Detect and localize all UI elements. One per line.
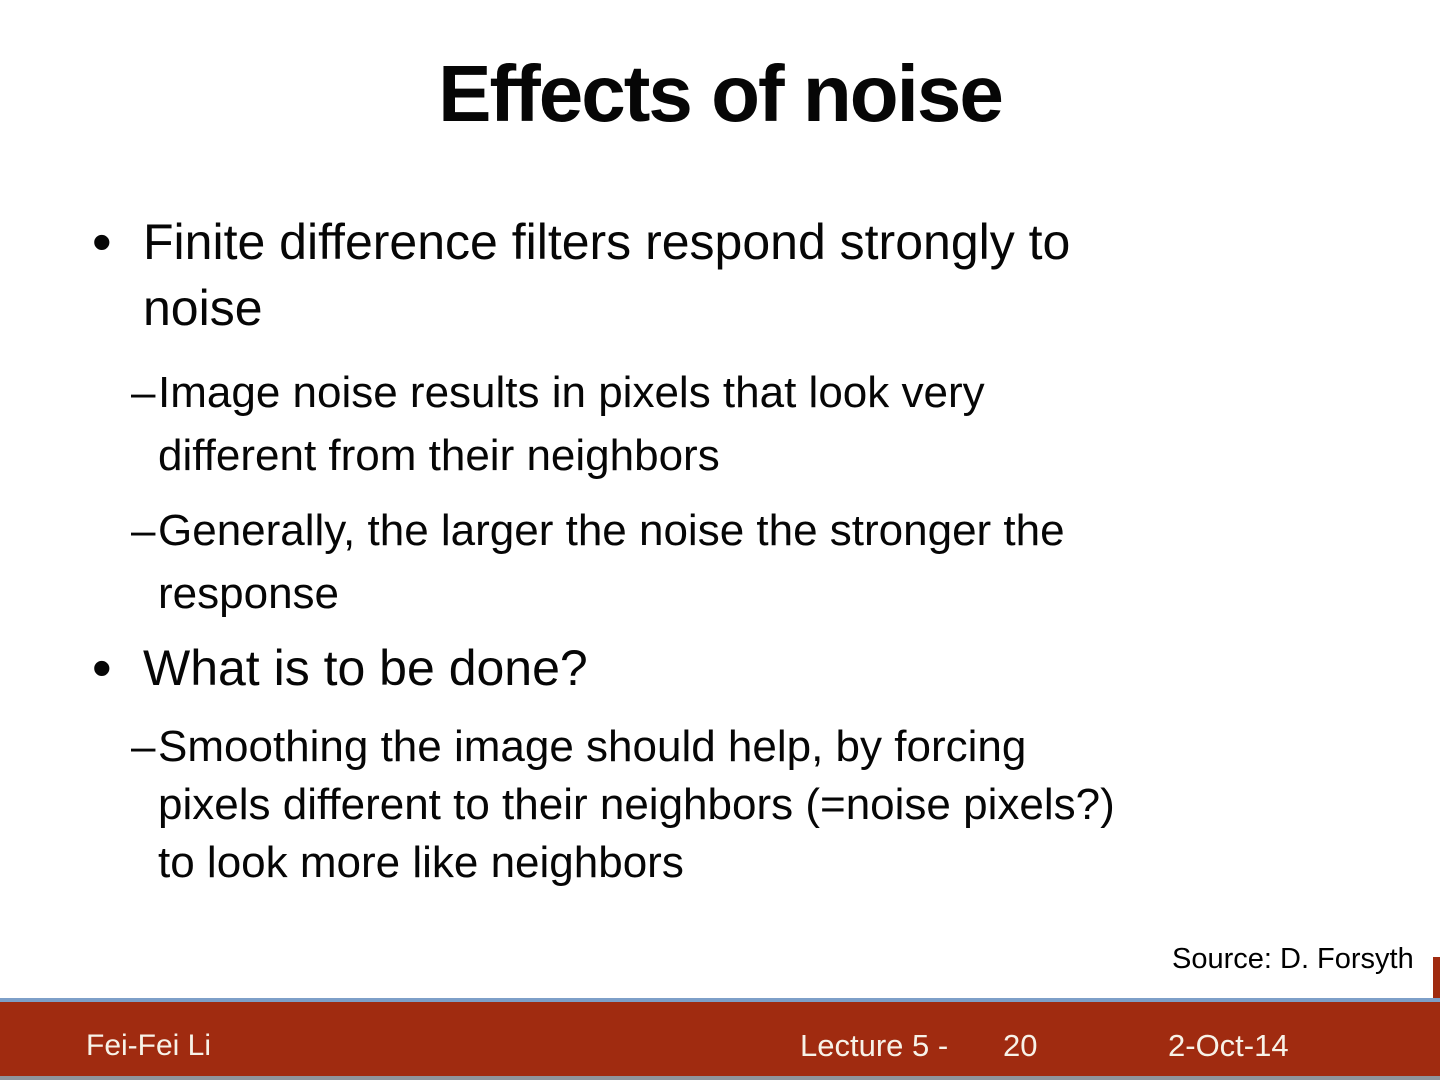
sub-bullet-item-smoothing bbox=[131, 718, 1115, 892]
sub-bullet-item-image-noise bbox=[131, 361, 985, 487]
bullet-item-what-is-to-be-done bbox=[92, 635, 588, 701]
page-title: Effects of noise bbox=[438, 49, 1002, 138]
bullet-line: response bbox=[158, 569, 340, 618]
bullet-text bbox=[143, 635, 588, 701]
bullet-line: What is to be done? bbox=[143, 640, 588, 696]
bullet-marker-icon: • bbox=[92, 636, 112, 699]
bullet-item-finite-difference bbox=[92, 209, 1070, 341]
dash-marker-icon: – bbox=[131, 506, 156, 555]
dash-marker-icon: – bbox=[131, 368, 156, 417]
bullet-marker-icon: • bbox=[92, 210, 112, 273]
source-credit: Source: D. Forsyth bbox=[1172, 943, 1414, 975]
right-edge-accent-strip bbox=[1433, 957, 1440, 1002]
sub-bullet-text bbox=[158, 499, 1065, 625]
footer-date: 2-Oct-14 bbox=[1168, 1028, 1289, 1063]
bullet-line: different from their neighbors bbox=[158, 431, 720, 480]
bullet-line: Generally, the larger the noise the stronger the bbox=[158, 506, 1065, 555]
bullet-line: Smoothing the image should help, by forcing bbox=[158, 722, 1027, 771]
bullet-line: noise bbox=[143, 280, 263, 336]
sub-bullet-text bbox=[158, 718, 1115, 892]
footer-lecture-label: Lecture 5 - bbox=[800, 1028, 949, 1063]
sub-bullet-text bbox=[158, 361, 985, 487]
dash-marker-icon: – bbox=[131, 722, 156, 771]
bullet-line: to look more like neighbors bbox=[158, 838, 684, 887]
bullet-line: pixels different to their neighbors (=noise pixels?) bbox=[158, 780, 1115, 829]
sub-bullet-item-generally bbox=[131, 499, 1065, 625]
footer-author: Fei-Fei Li bbox=[86, 1029, 212, 1062]
footer-page-number: 20 bbox=[1003, 1028, 1038, 1063]
bullet-text bbox=[143, 209, 1070, 341]
bullet-line: Image noise results in pixels that look very bbox=[158, 368, 985, 417]
bullet-line: Finite difference filters respond strongly to bbox=[143, 214, 1071, 270]
